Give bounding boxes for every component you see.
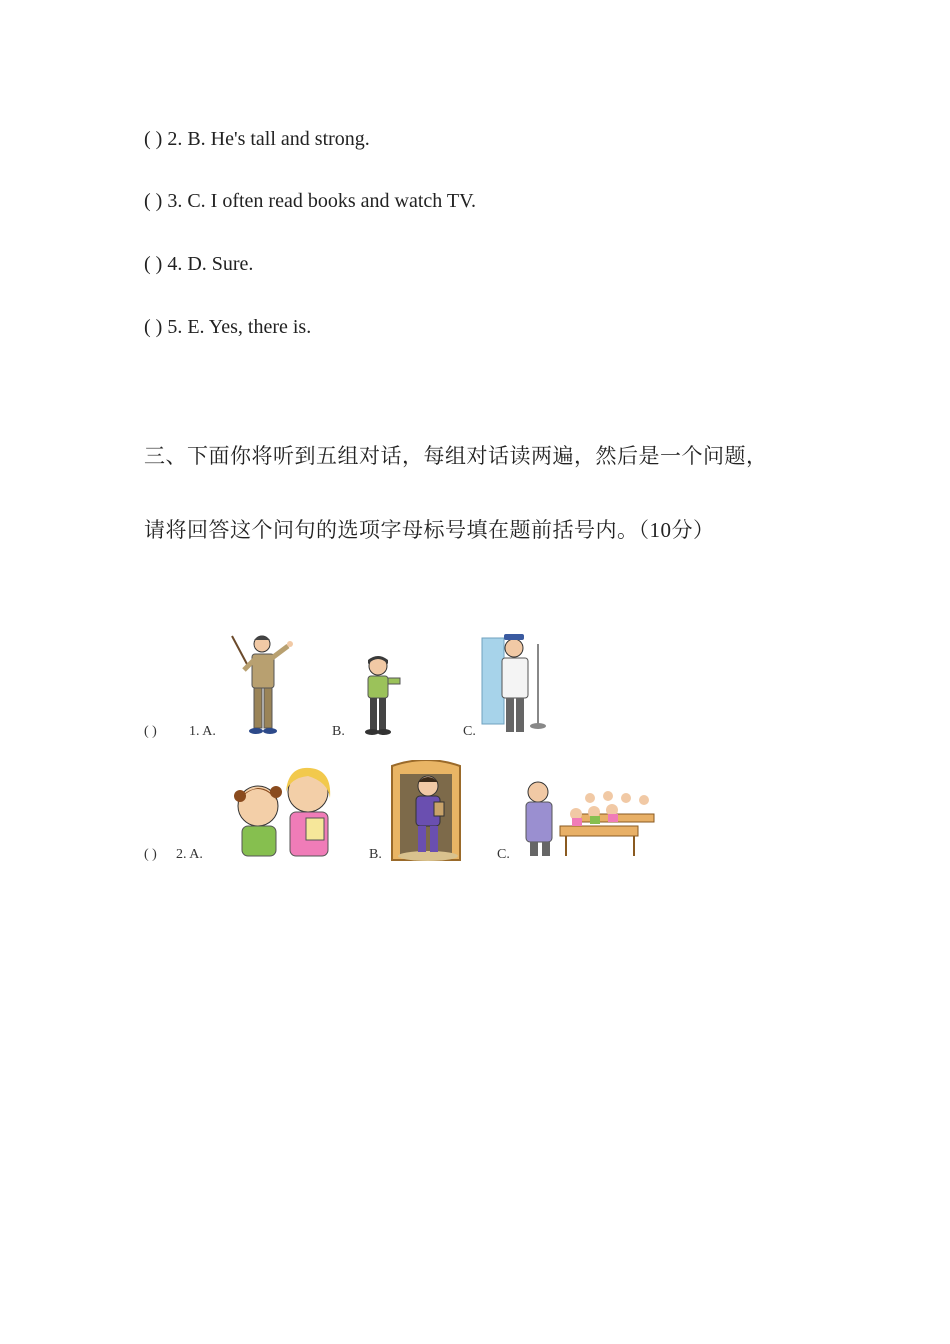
answer-bracket: ( ) xyxy=(144,253,163,275)
two-girls-icon xyxy=(228,762,338,860)
question-1-option-c: C. xyxy=(463,724,476,739)
question-2-bracket: ( ) xyxy=(144,847,157,862)
instruction-suffix: 分） xyxy=(671,518,715,542)
question-2-option-b: B. xyxy=(369,847,382,862)
section-3-instruction-line2 xyxy=(144,514,715,544)
question-2-label: 2. A. xyxy=(176,847,203,862)
teacher-with-class-icon xyxy=(516,768,662,860)
score-value: 10 xyxy=(649,518,672,542)
answer-bracket: ( ) xyxy=(144,316,163,338)
option-text: 2. B. He's tall and strong. xyxy=(167,128,370,150)
option-4 xyxy=(144,253,253,276)
option-5 xyxy=(144,316,311,339)
option-2 xyxy=(144,128,370,151)
doctor-icon xyxy=(480,630,552,740)
teacher-pointing-icon xyxy=(226,630,304,738)
answer-bracket: ( ) xyxy=(144,128,163,150)
option-text: 5. E. Yes, there is. xyxy=(167,316,312,338)
instruction-text: 请将回答这个问句的选项字母标号填在题前括号内。（ xyxy=(144,518,650,542)
option-text: 4. D. Sure. xyxy=(167,253,254,275)
question-2-option-c: C. xyxy=(497,847,510,862)
boy-standing-icon xyxy=(354,654,406,738)
question-1-bracket: ( ) xyxy=(144,724,157,739)
question-1-label: 1. A. xyxy=(189,724,216,739)
section-3-instruction-line1: 三、下面你将听到五组对话，每组对话读两遍，然后是一个问题， xyxy=(144,444,768,468)
answer-bracket: ( ) xyxy=(144,190,163,212)
man-in-doorway-icon xyxy=(388,760,466,862)
option-text: 3. C. I often read books and watch TV. xyxy=(167,190,476,212)
option-3 xyxy=(144,190,476,213)
question-1-option-b: B. xyxy=(332,724,345,739)
